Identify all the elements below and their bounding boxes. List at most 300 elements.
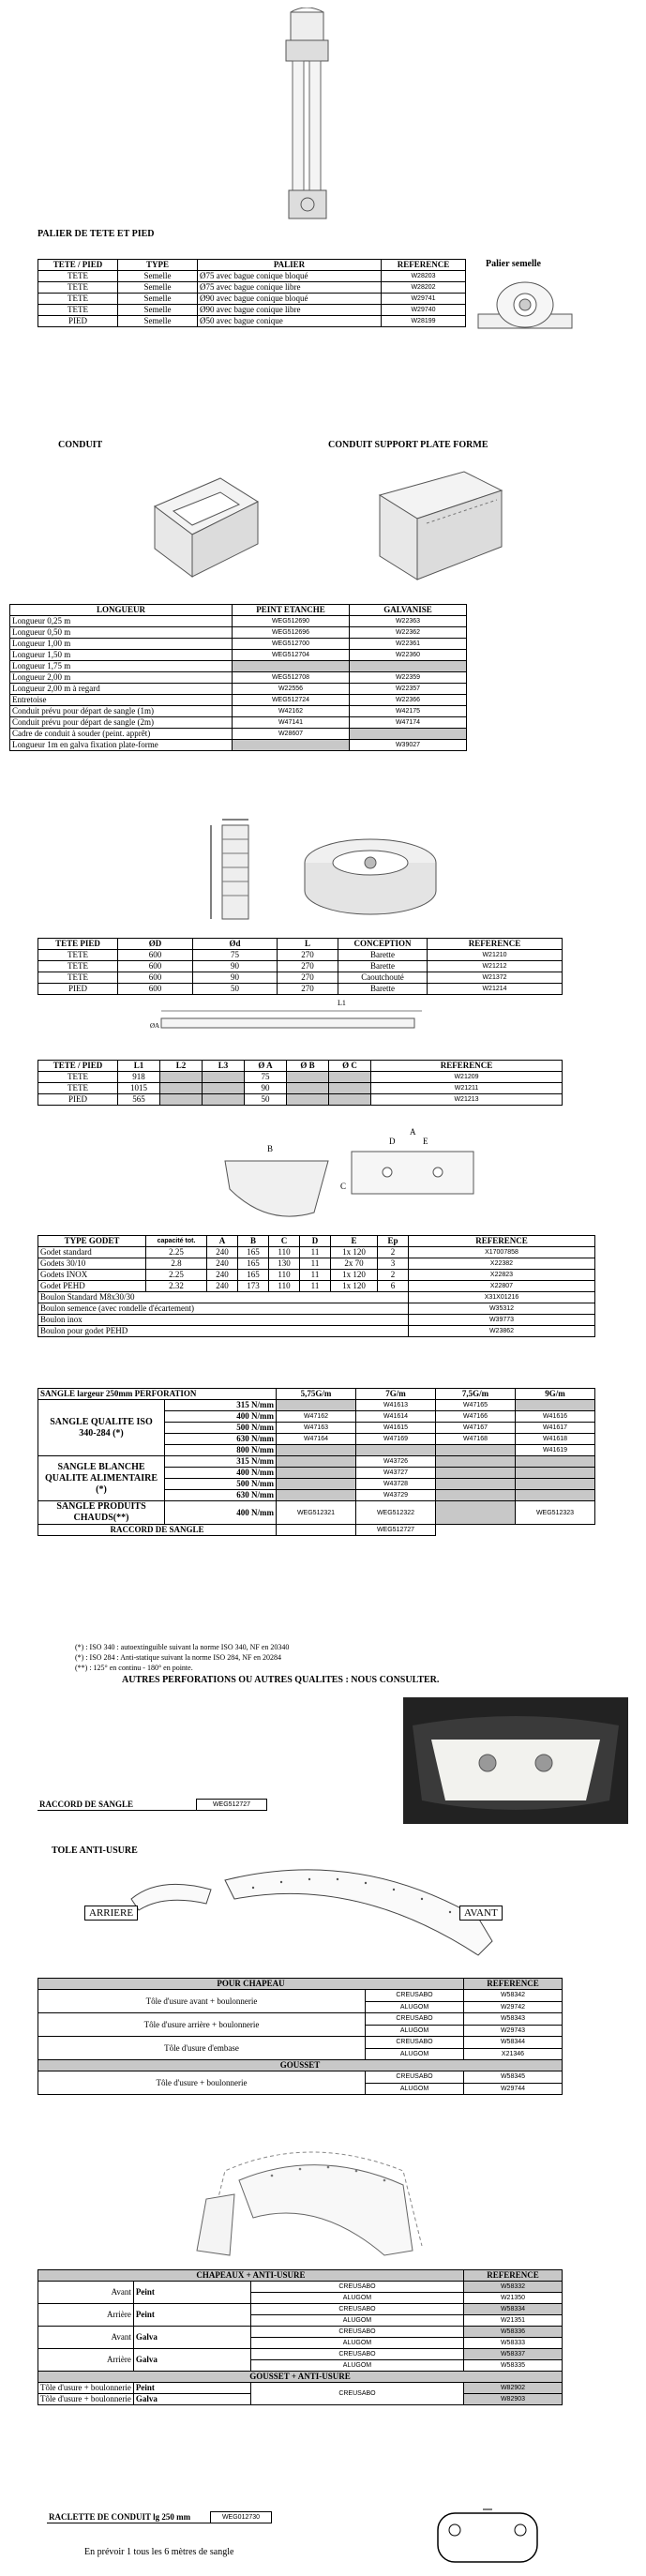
table-cell: WEG512323 [516, 1501, 595, 1525]
col-header: Ep [378, 1236, 409, 1247]
raccord-photo [403, 1697, 628, 1824]
table-cell: 110 [269, 1270, 300, 1281]
table-cell: CREUSABO [366, 2071, 464, 2084]
raccord-ref: WEG512727 [197, 1800, 267, 1811]
table-cell: W41616 [516, 1411, 595, 1423]
table-cell: CREUSABO [250, 2282, 463, 2293]
table-cell: CHAPEAUX + ANTI-USURE [38, 2270, 464, 2282]
arbre-drawing [150, 994, 431, 1050]
raclette-drawing [427, 2502, 548, 2572]
table-row [38, 1258, 595, 1270]
table-cell: 90 [245, 1083, 287, 1094]
arbre-label-oa: ØA [150, 1022, 160, 1030]
table-row [10, 650, 467, 661]
table-cell: Barette [338, 961, 428, 972]
table-cell: W28203 [382, 271, 466, 282]
note: (*) : ISO 284 : Anti-statique suivant la norme ISO 284, NF en 20284 [75, 1653, 281, 1662]
table-cell: Godets 30/10 [38, 1258, 146, 1270]
table-cell: 165 [238, 1258, 269, 1270]
col-header: Ød [193, 939, 278, 950]
table-cell: Barette [338, 950, 428, 961]
table-cell: 600 [118, 984, 193, 995]
raclette-note: En prévoir 1 tous les 6 mètres de sangle [84, 2547, 234, 2557]
table-cell: W42175 [350, 706, 467, 717]
table-cell: W22362 [350, 627, 467, 639]
tambour-side-drawing [202, 816, 267, 928]
table-cell: TETE [38, 1072, 118, 1083]
table-cell [436, 1479, 516, 1490]
table-cell: Longueur 0,25 m [10, 616, 233, 627]
table-cell: 270 [278, 961, 338, 972]
palier-title: PALIER DE TETE ET PIED [38, 229, 155, 239]
table-cell: W47166 [436, 1411, 516, 1423]
note: (*) : ISO 340 : autoextinguible suivant la norme ISO 340, NF en 20340 [75, 1643, 290, 1651]
table-cell: W58332 [464, 2282, 563, 2293]
table-cell: Tôle d'usure arrière + boulonnerie [38, 2013, 366, 2037]
table-cell [277, 1479, 356, 1490]
table-cell [436, 1468, 516, 1479]
table-header-row [38, 1061, 563, 1072]
table-cell: 90 [193, 961, 278, 972]
table-row [10, 729, 467, 740]
table-row [38, 2383, 563, 2394]
table-row [38, 2060, 563, 2071]
table-cell [233, 661, 350, 672]
table-cell: WEG512704 [233, 650, 350, 661]
table-row [10, 627, 467, 639]
table-row [38, 1072, 563, 1083]
table-cell: 165 [238, 1270, 269, 1281]
col-header: GALVANISE [350, 605, 467, 616]
table-cell [516, 1479, 595, 1490]
table-cell: TETE [38, 1083, 118, 1094]
chapeau-drawing [188, 2143, 441, 2265]
table-row [38, 1247, 595, 1258]
table-row [38, 1315, 595, 1326]
table-cell: X22382 [409, 1258, 595, 1270]
palier-semelle-drawing [473, 277, 577, 338]
table-cell: Peint [133, 2383, 250, 2394]
table-cell: Boulon inox [38, 1315, 409, 1326]
col-header: ØD [118, 939, 193, 950]
table-cell [203, 1072, 245, 1083]
table-cell: Arrière [38, 2349, 134, 2372]
table-cell: W21212 [428, 961, 563, 972]
table-cell: WEG512322 [356, 1501, 436, 1525]
table-cell: W41614 [356, 1411, 436, 1423]
conduit-title: CONDUIT [58, 440, 103, 450]
table-cell: Ø75 avec bague conique libre [198, 282, 382, 294]
table-cell: W28199 [382, 316, 466, 327]
table-cell: 240 [207, 1247, 238, 1258]
table-cell: ALUGOM [250, 2360, 463, 2372]
table-cell: WEG512321 [277, 1501, 356, 1525]
table-cell: W21214 [428, 984, 563, 995]
table-cell: PIED [38, 984, 118, 995]
table-cell: 400 N/mm [165, 1501, 277, 1525]
table-cell: W41618 [516, 1434, 595, 1445]
table-cell [356, 1445, 436, 1456]
col-header: Ø A [245, 1061, 287, 1072]
table-cell [436, 1456, 516, 1468]
table-cell: W41613 [356, 1400, 436, 1411]
table-row [38, 2270, 563, 2282]
table-cell: Semelle [118, 294, 198, 305]
table-row [38, 1292, 595, 1303]
table-cell: 130 [269, 1258, 300, 1270]
col-header: TETE / PIED [38, 1061, 118, 1072]
col-header: E [331, 1236, 378, 1247]
table-cell: X22807 [409, 1281, 595, 1292]
table-cell: ALUGOM [366, 2025, 464, 2037]
table-cell [516, 1468, 595, 1479]
table-cell [277, 1468, 356, 1479]
table-cell [329, 1094, 371, 1106]
table-cell: 240 [207, 1270, 238, 1281]
col-header: LONGUEUR [10, 605, 233, 616]
palier-table [38, 259, 466, 327]
table-row [10, 740, 467, 751]
table-cell: W28607 [233, 729, 350, 740]
table-cell: WEG512696 [233, 627, 350, 639]
table-cell: 500 N/mm [165, 1479, 277, 1490]
table-cell: TETE [38, 271, 118, 282]
table-header-row [38, 939, 563, 950]
table-cell: Boulon pour godet PEHD [38, 1326, 409, 1337]
table-row [38, 1525, 595, 1536]
table-cell: TETE [38, 282, 118, 294]
col-header: REFERENCE [382, 260, 466, 271]
table-cell: W47162 [277, 1411, 356, 1423]
table-cell: 400 N/mm [165, 1468, 277, 1479]
col-header: C [269, 1236, 300, 1247]
table-row [38, 271, 466, 282]
table-cell [277, 1490, 356, 1501]
table-cell: W21213 [371, 1094, 563, 1106]
col-header: TYPE GODET [38, 1236, 146, 1247]
table-cell: W43727 [356, 1468, 436, 1479]
table-row [10, 672, 467, 684]
table-cell: 500 N/mm [165, 1423, 277, 1434]
table-row [38, 2327, 563, 2338]
table-cell: Ø90 avec bague conique libre [198, 305, 382, 316]
godet-table [38, 1235, 595, 1337]
col-header: TETE PIED [38, 939, 118, 950]
table-cell: W58337 [464, 2349, 563, 2360]
table-row [38, 1456, 595, 1468]
table-cell: Caoutchouté [338, 972, 428, 984]
table-cell [160, 1072, 203, 1083]
table-cell: W21351 [464, 2315, 563, 2327]
table-cell [277, 1456, 356, 1468]
table-cell: Longueur 1,00 m [10, 639, 233, 650]
table-cell: Galva [133, 2327, 250, 2349]
table-cell: ALUGOM [250, 2338, 463, 2349]
table-cell: Longueur 1,50 m [10, 650, 233, 661]
table-cell [203, 1083, 245, 1094]
table-cell: TETE [38, 305, 118, 316]
table-cell: 600 [118, 950, 193, 961]
table-cell [277, 1525, 356, 1536]
table-cell: Avant [38, 2282, 134, 2304]
table-cell: Tôle d'usure + boulonnerie [38, 2383, 134, 2394]
table-cell: W42162 [233, 706, 350, 717]
table-cell: SANGLE QUALITE ISO 340-284 (*) [38, 1400, 165, 1456]
table-cell: 600 [118, 972, 193, 984]
table-cell: ALUGOM [366, 2048, 464, 2060]
sangle-notes [75, 1642, 289, 1673]
table-cell: Cadre de conduit à souder (peint. apprêt) [10, 729, 233, 740]
table-row [38, 2349, 563, 2360]
table-cell: 270 [278, 950, 338, 961]
table-cell: 173 [238, 1281, 269, 1292]
table-row [10, 717, 467, 729]
table-cell: W29743 [464, 2025, 563, 2037]
table-cell: W22361 [350, 639, 467, 650]
table-row [38, 2071, 563, 2084]
table-row [38, 950, 563, 961]
table-cell: W58345 [464, 2071, 563, 2084]
table-cell: W58343 [464, 2013, 563, 2026]
table-row [10, 706, 467, 717]
table-cell: W29744 [464, 2083, 563, 2095]
table-cell: 270 [278, 984, 338, 995]
col-header: L3 [203, 1061, 245, 1072]
table-cell: W21372 [428, 972, 563, 984]
col-header: REFERENCE [371, 1061, 563, 1072]
table-cell: W43728 [356, 1479, 436, 1490]
conduit-support-title: CONDUIT SUPPORT PLATE FORME [328, 440, 488, 450]
table-cell: Longueur 1,75 m [10, 661, 233, 672]
table-cell: 11 [300, 1270, 331, 1281]
table-row [38, 1326, 595, 1337]
col-header: SANGLE largeur 250mm PERFORATION [38, 1389, 277, 1400]
table-row [38, 294, 466, 305]
table-cell: W47141 [233, 717, 350, 729]
table-cell: W21209 [371, 1072, 563, 1083]
table-cell: 1015 [118, 1083, 160, 1094]
table-cell: W47167 [436, 1423, 516, 1434]
table-row [38, 1990, 563, 2002]
col-header: 5,75G/m [277, 1389, 356, 1400]
table-cell: Longueur 0,50 m [10, 627, 233, 639]
tambour-3d-drawing [295, 825, 445, 928]
table-cell: W47164 [277, 1434, 356, 1445]
conduit-support-drawing [370, 467, 511, 584]
table-cell: SANGLE BLANCHE QUALITE ALIMENTAIRE (*) [38, 1456, 165, 1501]
table-cell: CREUSABO [366, 2013, 464, 2026]
table-cell: REFERENCE [464, 1979, 563, 1990]
table-cell: Longueur 2,00 m à regard [10, 684, 233, 695]
table-cell: W43729 [356, 1490, 436, 1501]
table-cell: W47163 [277, 1423, 356, 1434]
table-cell: 240 [207, 1258, 238, 1270]
sangle-table [38, 1388, 595, 1536]
table-cell: 600 [118, 961, 193, 972]
arbre-table [38, 1060, 563, 1106]
table-cell: TETE [38, 950, 118, 961]
table-cell: W22363 [350, 616, 467, 627]
table-cell: Arrière [38, 2304, 134, 2327]
table-cell: Tôle d'usure avant + boulonnerie [38, 1990, 366, 2013]
table-cell: Peint [133, 2282, 250, 2304]
table-cell: X31X01216 [409, 1292, 595, 1303]
godet-label-e: E [423, 1137, 428, 1146]
table-cell: ALUGOM [250, 2315, 463, 2327]
table-row [38, 2372, 563, 2383]
table-row [10, 616, 467, 627]
table-cell [287, 1072, 329, 1083]
elevator-drawing [272, 8, 347, 223]
conduit-drawing [145, 469, 267, 581]
col-header: L1 [118, 1061, 160, 1072]
table-cell: 75 [245, 1072, 287, 1083]
table-cell: CREUSABO [366, 2037, 464, 2049]
table-cell: Semelle [118, 271, 198, 282]
label-avant: AVANT [459, 1906, 503, 1921]
palier-side-label: Palier semelle [486, 259, 541, 269]
table-cell: 2.25 [146, 1270, 207, 1281]
table-cell: Godet standard [38, 1247, 146, 1258]
table-cell: W47169 [356, 1434, 436, 1445]
table-row [38, 2282, 563, 2293]
table-cell: 630 N/mm [165, 1434, 277, 1445]
table-cell [160, 1094, 203, 1106]
table-cell: Godet PEHD [38, 1281, 146, 1292]
table-cell: CREUSABO [250, 2383, 463, 2405]
table-cell: W23862 [409, 1326, 595, 1337]
table-cell: 165 [238, 1247, 269, 1258]
table-cell: 11 [300, 1281, 331, 1292]
table-cell: WEG512708 [233, 672, 350, 684]
table-cell: WEG512700 [233, 639, 350, 650]
table-cell: ALUGOM [366, 2001, 464, 2013]
table-cell [160, 1083, 203, 1094]
table-cell: 3 [378, 1258, 409, 1270]
table-cell: GOUSSET + ANTI-USURE [38, 2372, 563, 2383]
table-cell: W21210 [428, 950, 563, 961]
raclette-label: RACLETTE DE CONDUIT lg 250 mm [47, 2512, 211, 2523]
table-cell: Barette [338, 984, 428, 995]
table-cell: ALUGOM [250, 2293, 463, 2304]
table-cell: W22366 [350, 695, 467, 706]
table-cell: Conduit prévu pour départ de sangle (1m) [10, 706, 233, 717]
table-cell: W58344 [464, 2037, 563, 2049]
table-cell [516, 1490, 595, 1501]
table-row [10, 639, 467, 650]
table-cell: 75 [193, 950, 278, 961]
table-cell: WEG512690 [233, 616, 350, 627]
table-cell: Semelle [118, 305, 198, 316]
table-cell: W47168 [436, 1434, 516, 1445]
table-cell: 2x 70 [331, 1258, 378, 1270]
table-cell: Galva [133, 2349, 250, 2372]
table-cell: W41619 [516, 1445, 595, 1456]
table-cell: Conduit prévu pour départ de sangle (2m) [10, 717, 233, 729]
table-cell: POUR CHAPEAU [38, 1979, 464, 1990]
conduit-table [9, 604, 467, 751]
table-cell: TETE [38, 972, 118, 984]
table-cell [277, 1400, 356, 1411]
table-cell: W29740 [382, 305, 466, 316]
table-cell [436, 1501, 516, 1525]
table-cell: W58342 [464, 1990, 563, 2002]
table-cell: X22823 [409, 1270, 595, 1281]
table-cell: Tôle d'usure + boulonnerie [38, 2394, 134, 2405]
godet-label-a: A [410, 1127, 416, 1137]
table-cell: 50 [193, 984, 278, 995]
table-row [10, 661, 467, 672]
raccord-label: RACCORD DE SANGLE [38, 1800, 197, 1811]
table-cell: CREUSABO [366, 1990, 464, 2002]
col-header: B [238, 1236, 269, 1247]
table-cell: 1x 120 [331, 1270, 378, 1281]
table-cell: 2 [378, 1270, 409, 1281]
col-header: REFERENCE [409, 1236, 595, 1247]
raclette-table [47, 2511, 272, 2523]
col-header: L2 [160, 1061, 203, 1072]
godet-label-b: B [267, 1144, 274, 1153]
table-cell: W41617 [516, 1423, 595, 1434]
table-cell: W39773 [409, 1315, 595, 1326]
table-cell: RACCORD DE SANGLE [38, 1525, 277, 1536]
table-cell: W43726 [356, 1456, 436, 1468]
table-cell: GOUSSET [38, 2060, 563, 2071]
table-cell: Ø75 avec bague conique bloqué [198, 271, 382, 282]
table-cell: 90 [193, 972, 278, 984]
table-cell: 110 [269, 1247, 300, 1258]
table-cell: X21346 [464, 2048, 563, 2060]
table-cell: Tôle d'usure d'embase [38, 2037, 366, 2060]
godet-label-d: D [389, 1137, 396, 1146]
table-row [38, 1400, 595, 1411]
table-cell: W82903 [464, 2394, 563, 2405]
table-cell: W28202 [382, 282, 466, 294]
table-cell: 11 [300, 1247, 331, 1258]
table-row [10, 684, 467, 695]
table-cell: Avant [38, 2327, 134, 2349]
col-header: PALIER [198, 260, 382, 271]
table-cell: CREUSABO [250, 2327, 463, 2338]
col-header: 9G/m [516, 1389, 595, 1400]
table-cell: X17007858 [409, 1247, 595, 1258]
table-cell: 240 [207, 1281, 238, 1292]
chapeaux-table [38, 2269, 563, 2405]
col-header: Ø C [329, 1061, 371, 1072]
table-cell [516, 1456, 595, 1468]
table-cell: Boulon Standard M8x30/30 [38, 1292, 409, 1303]
table-row [38, 961, 563, 972]
table-cell [287, 1094, 329, 1106]
table-cell: WEG512724 [233, 695, 350, 706]
label-arriere: ARRIERE [84, 1906, 138, 1921]
col-header: 7,5G/m [436, 1389, 516, 1400]
table-row [38, 2037, 563, 2049]
table-cell: 1x 120 [331, 1247, 378, 1258]
tambour-table [38, 938, 563, 995]
table-row [38, 1270, 595, 1281]
table-cell [516, 1400, 595, 1411]
table-cell [329, 1072, 371, 1083]
table-cell: W58334 [464, 2304, 563, 2315]
table-cell: W35312 [409, 1303, 595, 1315]
table-cell: 918 [118, 1072, 160, 1083]
table-cell: 565 [118, 1094, 160, 1106]
table-cell: Peint [133, 2304, 250, 2327]
table-cell: W82902 [464, 2383, 563, 2394]
table-cell: PIED [38, 316, 118, 327]
col-header: TETE / PIED [38, 260, 118, 271]
